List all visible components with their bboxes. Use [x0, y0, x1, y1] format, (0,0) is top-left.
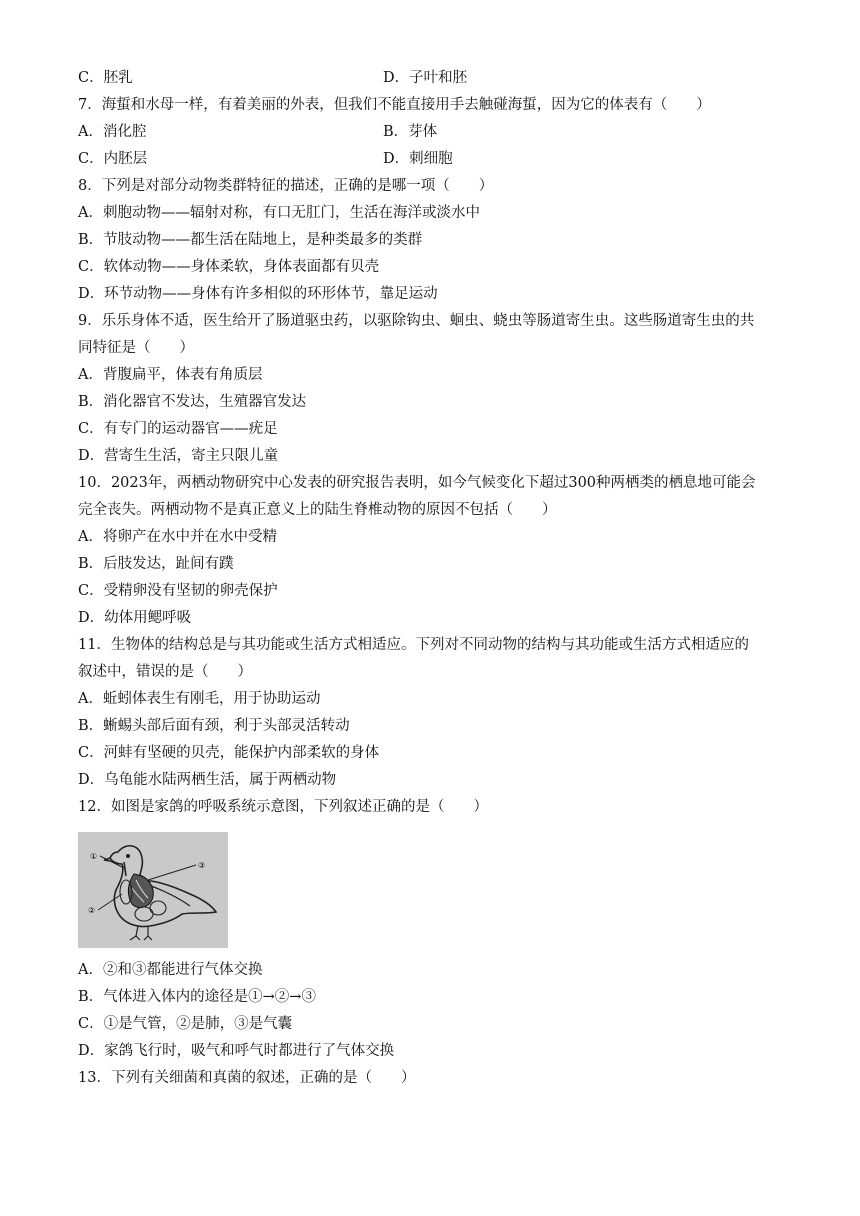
option-c: C．有专门的运动器官——疣足 — [78, 421, 278, 437]
question-10: 10．2023年，两栖动物研究中心发表的研究报告表明，如今气候变化下超过300种两栖类的栖息地可能会 — [78, 475, 756, 491]
option-a: A．刺胞动物——辐射对称，有口无肛门，生活在海洋或淡水中 — [78, 205, 480, 221]
option-row — [78, 149, 453, 169]
option-a: A．消化腔 — [78, 124, 147, 140]
pigeon-respiratory-diagram — [78, 832, 228, 948]
option-d: D．子叶和胚 — [383, 70, 468, 86]
option-b: B．蜥蜴头部后面有颈，利于头部灵活转动 — [78, 718, 350, 734]
question-13: 13．下列有关细菌和真菌的叙述，正确的是（ ） — [78, 1070, 416, 1086]
figure-label-2: ② — [88, 906, 96, 915]
question-12: 12．如图是家鸽的呼吸系统示意图，下列叙述正确的是（ ） — [78, 799, 488, 815]
option-d: D．家鸽飞行时，吸气和呼气时都进行了气体交换 — [78, 1043, 395, 1059]
option-b: B．芽体 — [383, 124, 438, 140]
figure-label-1: ① — [90, 852, 98, 861]
option-a: A．将卵产在水中并在水中受精 — [78, 529, 277, 545]
figure-label-3: ③ — [198, 861, 206, 870]
option-d: D．乌龟能水陆两栖生活，属于两栖动物 — [78, 772, 337, 788]
question-8: 8．下列是对部分动物类群特征的描述，正确的是哪一项（ ） — [78, 178, 494, 194]
question-9-cont: 同特征是（ ） — [78, 340, 194, 356]
question-9: 9．乐乐身体不适，医生给开了肠道驱虫药，以驱除钩虫、蛔虫、蛲虫等肠道寄生虫。这些肠道寄生虫的共 — [78, 313, 755, 329]
question-7: 7．海蜇和水母一样，有着美丽的外表，但我们不能直接用手去触碰海蜇，因为它的体表有（ ） — [78, 97, 711, 113]
option-d: D．环节动物——身体有许多相似的环形体节，靠足运动 — [78, 286, 438, 302]
option-d: D．幼体用鳃呼吸 — [78, 610, 192, 626]
option-b: B．消化器官不发达，生殖器官发达 — [78, 394, 307, 410]
option-b: B．节肢动物——都生活在陆地上，是种类最多的类群 — [78, 232, 423, 248]
question-11-cont: 叙述中，错误的是（ ） — [78, 664, 252, 680]
option-c: C．软体动物——身体柔软，身体表面都有贝壳 — [78, 259, 380, 275]
question-11: 11．生物体的结构总是与其功能或生活方式相适应。下列对不同动物的结构与其功能或生活方式相适应的 — [78, 637, 749, 653]
option-c: C．①是气管，②是肺，③是气囊 — [78, 1016, 293, 1032]
question-10-cont: 完全丧失。两栖动物不是真正意义上的陆生脊椎动物的原因不包括（ ） — [78, 502, 557, 518]
option-b: B．后肢发达，趾间有蹼 — [78, 556, 234, 572]
option-row — [78, 68, 468, 88]
option-b: B．气体进入体内的途径是①→②→③ — [78, 989, 316, 1005]
option-a: A．②和③都能进行气体交换 — [78, 962, 263, 978]
option-d: D．刺细胞 — [383, 151, 453, 167]
option-a: A．蚯蚓体表生有刚毛，用于协助运动 — [78, 691, 321, 707]
option-c: C．河蚌有坚硬的贝壳，能保护内部柔软的身体 — [78, 745, 380, 761]
option-c: C．受精卵没有坚韧的卵壳保护 — [78, 583, 278, 599]
option-d: D．营寄生生活，寄主只限儿童 — [78, 448, 279, 464]
option-a: A．背腹扁平，体表有角质层 — [78, 367, 263, 383]
option-row — [78, 122, 438, 142]
option-c: C．内胚层 — [78, 151, 148, 167]
option-c: C．胚乳 — [78, 70, 133, 86]
